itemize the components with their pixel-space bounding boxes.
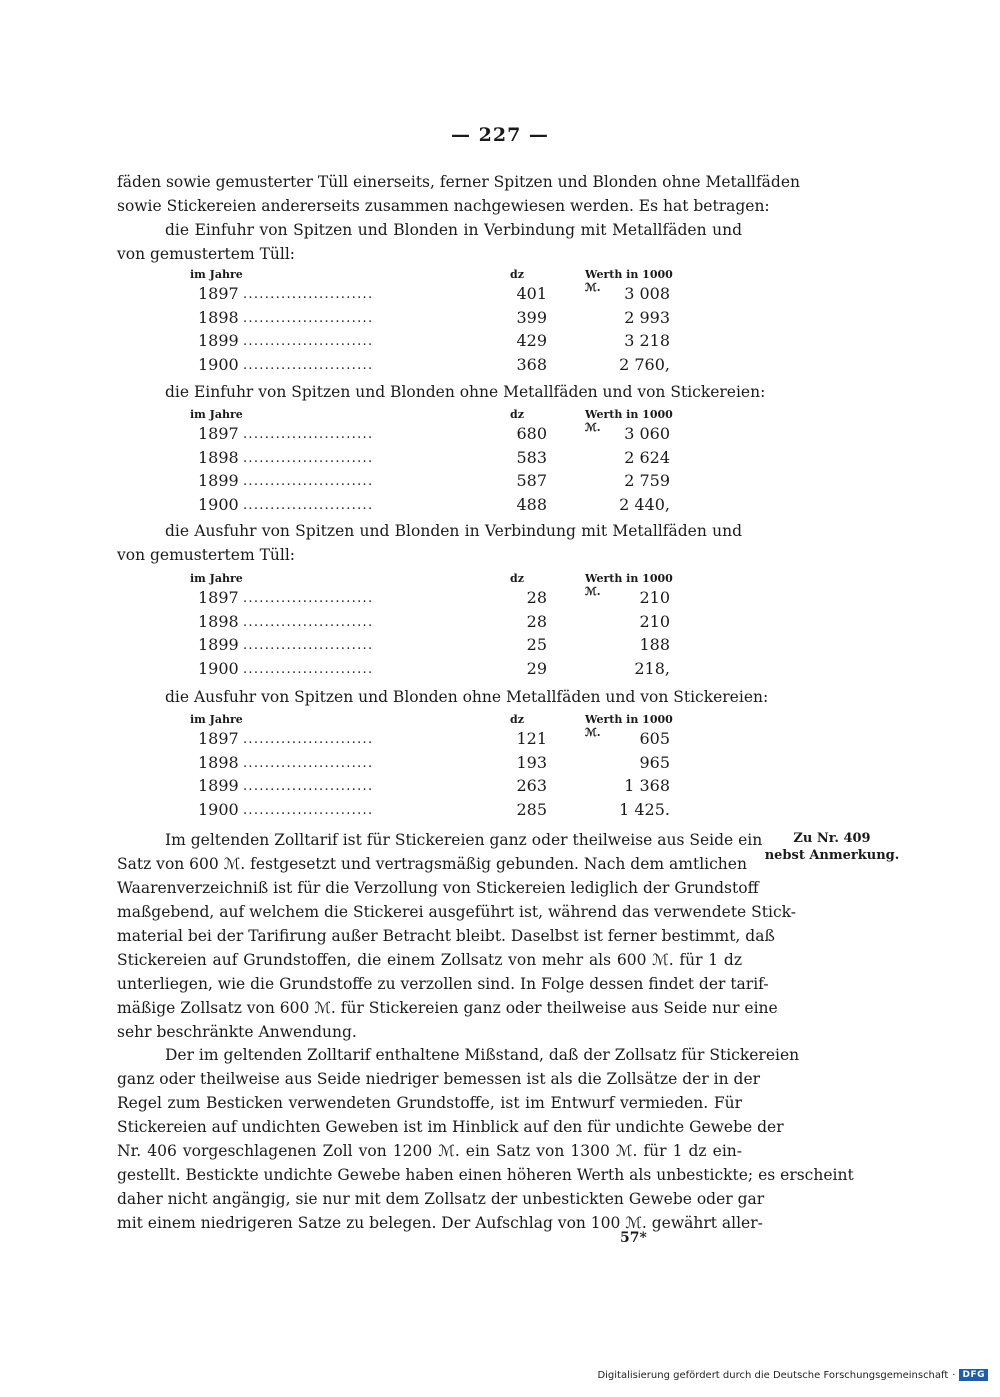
text-line: gestellt. Bestickte undichte Gewebe haben einen höheren Werth als unbestickte; es erscheint [117, 1166, 854, 1184]
side-note-line: Zu Nr. 409 [793, 831, 871, 846]
cell-year: 1897 [198, 284, 239, 303]
header-value: Werth in 1000 ℳ. [585, 713, 673, 739]
dot-leader: ........................ [243, 287, 374, 302]
cell-dz: 263 [516, 776, 547, 795]
text-line: mit einem niedrigeren Satze zu belegen. Der Aufschlag von 100 ℳ. gewährt aller- [117, 1214, 763, 1232]
text-line: sowie Stickereien andererseits zusammen nachgewiesen werden. Es hat betragen: [117, 197, 770, 215]
text-line: maßgebend, auf welchem die Stickerei ausgeführt ist, während das verwendete Stick- [117, 903, 796, 921]
text-line: von gemustertem Tüll: [117, 546, 296, 564]
text-line: Im geltenden Zolltarif ist für Stickereien ganz oder theilweise aus Seide ein [165, 831, 763, 849]
table-1 [190, 264, 690, 378]
dot-leader: ........................ [243, 450, 374, 466]
text-line: Satz von 600 ℳ. festgesetzt und vertragsmäßig gebunden. Nach dem amtlichen [117, 855, 747, 873]
cell-dz: 488 [516, 494, 547, 514]
text-line: Nr. 406 vorgeschlagenen Zoll von 1200 ℳ. ein Satz von 1300 ℳ. für 1 dz ein- [117, 1142, 742, 1160]
cell-value: 2 993 [624, 307, 670, 327]
cell-value: 2 760, [619, 354, 670, 374]
table-row [190, 495, 690, 519]
text-line: Regel zum Besticken verwendeten Grundstoffe, ist im Entwurf vermieden. Für [117, 1094, 742, 1112]
signature-mark: 57* [620, 1230, 647, 1246]
side-note [762, 830, 902, 864]
text-line: Stickereien auf Grundstoffen, die einem Zollsatz von mehr als 600 ℳ. für 1 dz [117, 951, 742, 969]
dot-leader: ........................ [243, 638, 374, 653]
cell-value: 1 368 [624, 776, 670, 795]
header-dz: dz [510, 408, 524, 421]
cell-dz: 285 [516, 799, 547, 819]
paragraph-1 [117, 828, 796, 1044]
cell-dz: 193 [516, 752, 547, 772]
table-row [190, 635, 690, 659]
table-1-caption [117, 218, 742, 266]
cell-year: 1897 [198, 588, 239, 607]
cell-year: 1900 [198, 658, 239, 678]
dot-leader: ........................ [243, 474, 374, 489]
header-dz: dz [510, 713, 524, 726]
table-row [190, 800, 690, 824]
cell-value: 2 624 [624, 447, 670, 467]
cell-year: 1898 [198, 611, 239, 631]
cell-value: 2 759 [624, 471, 670, 490]
cell-year: 1899 [198, 635, 239, 654]
dot-leader: ........................ [243, 310, 374, 326]
footer [597, 1369, 988, 1381]
text-line: die Ausfuhr von Spitzen und Blonden ohne Metallfäden und von Stickereien: [165, 688, 769, 706]
cell-value: 210 [639, 588, 670, 607]
text-line: fäden sowie gemusterter Tüll einerseits, ferner Spitzen und Blonden ohne Metallfäden [117, 173, 800, 191]
table-2 [190, 404, 690, 518]
text-line: die Einfuhr von Spitzen und Blonden in Verbindung mit Metallfäden und [165, 221, 742, 239]
table-2-caption [117, 380, 766, 404]
text-line: Stickereien auf undichten Geweben ist im Hinblick auf den für undichte Gewebe der [117, 1118, 784, 1136]
cell-year: 1899 [198, 331, 239, 350]
text-line: material bei der Tarifirung außer Betracht bleibt. Daselbst ist ferner bestimmt, daß [117, 927, 775, 945]
page-number: — 227 — [451, 124, 549, 146]
cell-year: 1899 [198, 776, 239, 795]
table-row [190, 729, 690, 753]
cell-dz: 429 [516, 331, 547, 350]
header-year: im Jahre [190, 408, 243, 421]
cell-value: 965 [639, 752, 670, 772]
dot-leader: ........................ [243, 779, 374, 794]
paragraph-2 [117, 1043, 854, 1235]
cell-dz: 399 [516, 307, 547, 327]
text-line: sehr beschränkte Anwendung. [117, 1023, 357, 1041]
table-row [190, 424, 690, 448]
text-line: daher nicht angängig, sie nur mit dem Zollsatz der unbestickten Gewebe oder gar [117, 1190, 765, 1208]
dot-leader: ........................ [243, 802, 374, 818]
cell-year: 1899 [198, 471, 239, 490]
cell-value: 3 218 [624, 331, 670, 350]
table-row [190, 588, 690, 612]
cell-year: 1898 [198, 307, 239, 327]
dot-leader: ........................ [243, 661, 374, 677]
dfg-logo-icon: DFG [959, 1369, 988, 1381]
cell-year: 1900 [198, 494, 239, 514]
text-line: die Ausfuhr von Spitzen und Blonden in Verbindung mit Metallfäden und [165, 522, 742, 540]
footer-text: Digitalisierung gefördert durch die Deutsche Forschungsgemeinschaft [597, 1369, 949, 1381]
table-row [190, 284, 690, 308]
table-3 [190, 568, 690, 682]
cell-dz: 25 [526, 635, 547, 654]
dot-leader: ........................ [243, 614, 374, 630]
cell-year: 1900 [198, 354, 239, 374]
dot-leader: ........................ [243, 732, 374, 747]
cell-dz: 583 [516, 447, 547, 467]
dot-leader: ........................ [243, 497, 374, 513]
dot-leader: ........................ [243, 334, 374, 349]
dot-leader: ........................ [243, 591, 374, 606]
header-value: Werth in 1000 ℳ. [585, 572, 673, 598]
footer-separator: · [952, 1369, 956, 1381]
text-line: ganz oder theilweise aus Seide niedriger bemessen ist als die Zollsätze der in der [117, 1070, 761, 1088]
cell-value: 188 [639, 635, 670, 654]
table-4 [190, 709, 690, 823]
cell-year: 1900 [198, 799, 239, 819]
cell-dz: 29 [526, 658, 547, 678]
text-line: Der im geltenden Zolltarif enthaltene Mißstand, daß der Zollsatz für Stickereien [165, 1046, 800, 1064]
header-value: Werth in 1000 ℳ. [585, 268, 673, 294]
text-line: die Einfuhr von Spitzen und Blonden ohne Metallfäden und von Stickereien: [165, 383, 766, 401]
cell-value: 210 [639, 611, 670, 631]
dot-leader: ........................ [243, 427, 374, 442]
cell-value: 2 440, [619, 494, 670, 514]
cell-dz: 368 [516, 354, 547, 374]
dot-leader: ........................ [243, 755, 374, 771]
cell-value: 605 [639, 729, 670, 748]
table-row [190, 448, 690, 472]
table-3-caption [117, 519, 742, 567]
dot-leader: ........................ [243, 357, 374, 373]
table-4-caption [117, 685, 769, 709]
cell-value: 3 060 [624, 424, 670, 443]
cell-year: 1897 [198, 729, 239, 748]
cell-dz: 28 [526, 588, 547, 607]
cell-value: 218, [634, 658, 670, 678]
cell-dz: 121 [516, 729, 547, 748]
header-year: im Jahre [190, 268, 243, 281]
cell-value: 1 425. [619, 799, 670, 819]
table-row [190, 355, 690, 379]
cell-dz: 401 [516, 284, 547, 303]
header-year: im Jahre [190, 572, 243, 585]
cell-year: 1898 [198, 447, 239, 467]
cell-value: 3 008 [624, 284, 670, 303]
table-row [190, 331, 690, 355]
text-line: von gemustertem Tüll: [117, 245, 296, 263]
table-row [190, 612, 690, 636]
table-row [190, 308, 690, 332]
table-row [190, 776, 690, 800]
table-row [190, 659, 690, 683]
table-row [190, 471, 690, 495]
cell-dz: 28 [526, 611, 547, 631]
cell-year: 1897 [198, 424, 239, 443]
cell-dz: 587 [516, 471, 547, 490]
header-dz: dz [510, 268, 524, 281]
header-dz: dz [510, 572, 524, 585]
text-line: unterliegen, wie die Grundstoffe zu verzollen sind. In Folge dessen findet der tarif- [117, 975, 769, 993]
header-year: im Jahre [190, 713, 243, 726]
text-line: mäßige Zollsatz von 600 ℳ. für Stickereien ganz oder theilweise aus Seide nur eine [117, 999, 778, 1017]
cell-dz: 680 [516, 424, 547, 443]
table-row [190, 753, 690, 777]
intro-text [117, 170, 800, 218]
text-line: Waarenverzeichniß ist für die Verzollung von Stickereien lediglich der Grundstoff [117, 879, 759, 897]
side-note-line: nebst Anmerkung. [764, 848, 900, 863]
cell-year: 1898 [198, 752, 239, 772]
header-value: Werth in 1000 ℳ. [585, 408, 673, 434]
